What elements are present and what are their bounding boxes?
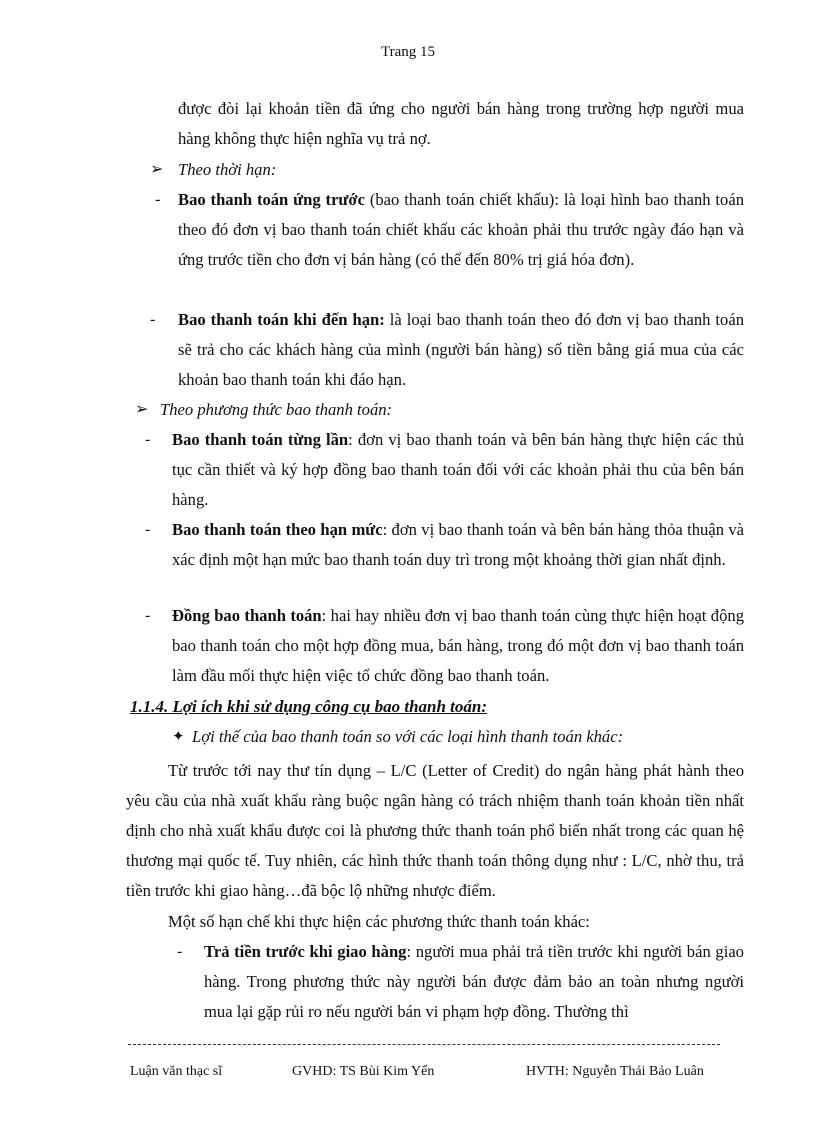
dash-bullet-icon: -	[150, 311, 156, 328]
term-label: Trả tiền trước khi giao hàng	[204, 942, 407, 961]
term-label: Bao thanh toán theo hạn mức	[172, 520, 383, 539]
dash-bullet-icon: -	[145, 431, 151, 448]
list-item-prepayment	[204, 937, 744, 1027]
arrow-bullet-icon: ➢	[150, 161, 164, 178]
paragraph-continuation	[178, 94, 744, 154]
dash-bullet-icon: -	[145, 521, 151, 538]
dash-bullet-icon: -	[145, 607, 151, 624]
arrow-bullet-icon: ➢	[135, 401, 149, 418]
list-item-co-factoring	[172, 601, 744, 691]
list-item-maturity-factoring	[178, 305, 744, 395]
dash-bullet-icon: -	[155, 191, 161, 208]
page-number: Trang 15	[380, 44, 436, 60]
body-paragraph: Một số hạn chế khi thực hiện các phương thức thanh toán khác:	[168, 912, 590, 931]
footer-divider	[128, 1044, 720, 1045]
term-description: : đơn vị bao thanh toán và bên bán hàng thực hiện các thủ tục cần thiết và ký hợp đồng bao thanh toán đối với các khoản phải thu của bên bán hàng.	[172, 430, 744, 509]
star-bullet-icon: ✦	[172, 729, 185, 745]
term-description: (bao thanh toán chiết khấu): là loại hình bao thanh toán theo đó đơn vị bao thanh toán chiết khấu các khoản phải thu trước ngày đáo hạn và ứng trước tiền cho đơn vị bán hàng (có thể đến 80% trị giá hóa đơn).	[178, 190, 744, 269]
term-label: Bao thanh toán từng lần	[172, 430, 349, 449]
section-heading: 1.1.4. Lợi ích khi sử dụng công cụ bao thanh toán:	[130, 697, 488, 716]
footer-advisor: GVHD: TS Bùi Kim Yến	[292, 1064, 435, 1079]
term-label: Bao thanh toán ứng trước	[178, 190, 365, 209]
paragraph-text: được đòi lại khoản tiền đã ứng cho người bán hàng trong trường hợp người mua hàng không thực hiện nghĩa vụ trả nợ.	[178, 99, 744, 148]
subsection-heading: Lợi thế của bao thanh toán so với các loại hình thanh toán khác:	[192, 727, 624, 746]
subheading-by-term: Theo thời hạn:	[178, 160, 277, 179]
list-item-single-factoring	[172, 425, 744, 515]
term-description: là loại bao thanh toán theo đó đơn vị bao thanh toán sẽ trả cho các khách hàng của mình (người bán hàng) số tiền bằng giá mua của các khoản bao thanh toán khi đáo hạn.	[178, 310, 744, 389]
footer-thesis-type: Luận văn thạc sĩ	[130, 1064, 223, 1079]
footer-student: HVTH: Nguyễn Thái Bảo Luân	[526, 1064, 704, 1079]
term-label: Bao thanh toán khi đến hạn:	[178, 310, 385, 329]
list-item-advance-factoring	[178, 185, 744, 275]
term-description: : người mua phải trả tiền trước khi người bán giao hàng. Trong phương thức này người bán được đảm bảo an toàn nhưng người mua lại gặp rủi ro nếu người bán vi phạm hợp đồng. Thường thì	[204, 942, 744, 1021]
term-label: Đồng bao thanh toán	[172, 606, 322, 625]
term-description: : đơn vị bao thanh toán và bên bán hàng thỏa thuận và xác định một hạn mức bao thanh toán duy trì trong một khoảng thời gian nhất định.	[172, 520, 745, 569]
dash-bullet-icon: -	[177, 943, 183, 960]
body-paragraph: Từ trước tới nay thư tín dụng – L/C (Letter of Credit) do ngân hàng phát hành theo yêu cầu của nhà xuất khẩu ràng buộc ngân hàng có trách nhiệm thanh toán khoản tiền nhất định cho nhà xuất khẩu được coi là phương thức thanh toán phổ biến nhất trong các quan hệ thương mại quốc tế. Tuy nhiên, các hình thức thanh toán thông dụng như : L/C, nhờ thu, trả tiền trước khi giao hàng…đã bộc lộ những nhược điểm.	[126, 761, 744, 900]
term-description: : hai hay nhiều đơn vị bao thanh toán cùng thực hiện hoạt động bao thanh toán cho một hợp đồng mua, bán hàng, trong đó một đơn vị bao thanh toán làm đầu mối thực hiện việc tổ chức đồng bao thanh toán.	[172, 606, 744, 685]
subheading-by-method: Theo phương thức bao thanh toán:	[160, 400, 393, 419]
list-item-limit-factoring	[172, 515, 744, 575]
